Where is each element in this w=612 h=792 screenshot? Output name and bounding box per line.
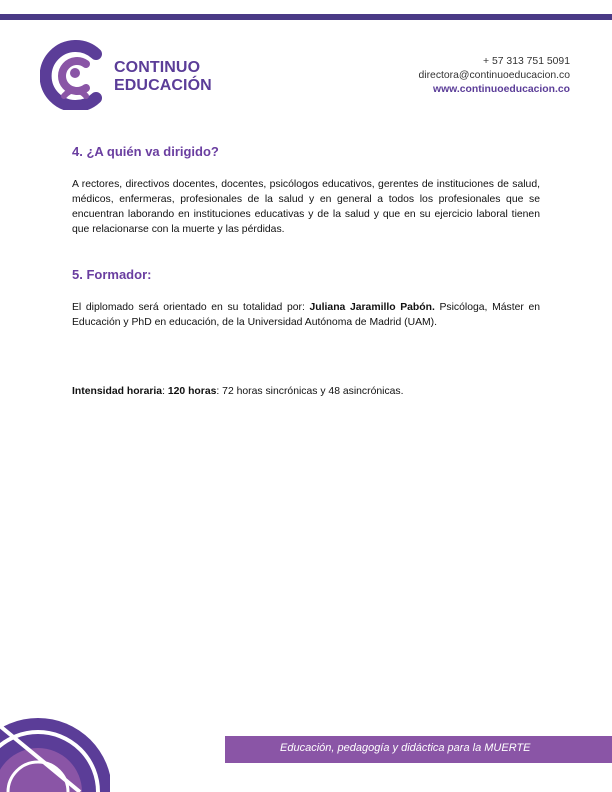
section4-heading: 4. ¿A quién va dirigido? [72,144,219,159]
email-link[interactable]: directora@continuoeducacion.co [418,70,570,81]
intensity-hours: 120 horas [167,386,217,397]
phone: + 57 313 751 5091 [483,56,570,67]
logo-mark-icon [40,40,106,110]
intensity-sep: : [162,386,168,397]
contact-block [419,55,571,97]
section5-body [72,300,540,330]
logo-text [114,59,212,95]
logo [40,40,210,112]
website-link[interactable]: www.continuoeducacion.co [432,84,570,95]
corner-decoration [0,706,110,792]
intensity-line [72,384,540,399]
top-bar [0,14,612,20]
logo-line1: CONTINUO [114,59,201,76]
logo-line2: EDUCACIÓN [114,77,212,94]
trainer-name: Juliana Jaramillo Pabón. [309,302,435,313]
section5-suffix: Psicóloga, Máster en Educación y PhD en educación, de la Universidad Autónoma de Madrid (UAM). [72,302,541,328]
intensity-detail: : 72 horas sincrónicas y 48 asincrónicas. [216,386,404,397]
footer-tagline: Educación, pedagogía y didáctica para la MUERTE [280,742,531,754]
section4-body: A rectores, directivos docentes, docentes, psicólogos educativos, gerentes de instituciones de salud, médicos, enfermeras, profesionales de la salud y en general a todos los profesionales que se encuentran laborando en instituciones educativas y de la salud y que en su ejercicio laboral tienen que relacionarse con la muerte y las pérdidas. [72,179,540,235]
section5-heading: 5. Formador: [72,267,152,282]
section5-prefix: El diplomado será orientado en su totalidad por: [72,302,310,313]
intensity-label: Intensidad horaria [72,386,163,397]
